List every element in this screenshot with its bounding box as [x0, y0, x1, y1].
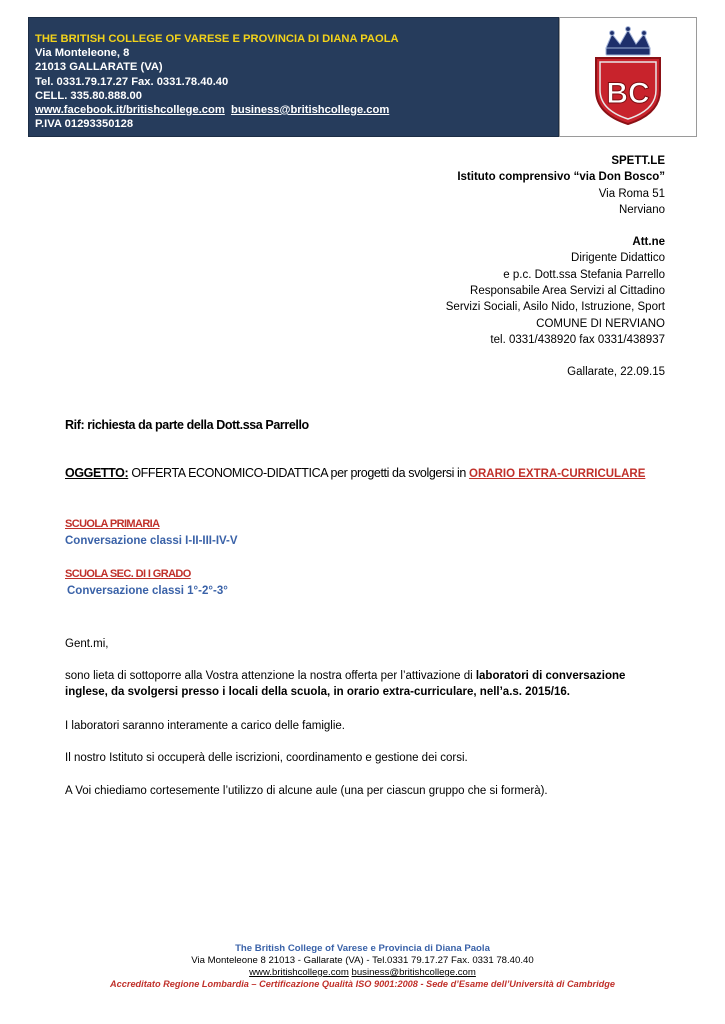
- footer-accreditation: Accreditato Regione Lombardia – Certificazione Qualità ISO 9001:2008 - Sede d’Esame dell’Università di Cambridge: [110, 979, 615, 989]
- section-detail-secondary: Conversazione classi 1°-2°-3°: [67, 585, 228, 597]
- recipient-city: Nerviano: [618, 203, 665, 216]
- cell-phone: CELL. 335.80.888.00: [35, 89, 142, 102]
- footer-address: Via Monteleone 8 21013 - Gallarate (VA) - Tel.0331 79.17.27 Fax. 0331 78.40.40: [191, 955, 534, 966]
- address-city: 21013 GALLARATE (VA): [35, 61, 163, 74]
- footer-college-name: The British College of Varese e Provincia di Diana Paola: [235, 943, 490, 954]
- body-paragraph-2: I laboratori saranno interamente a carico delle famiglie.: [65, 720, 345, 732]
- reference-line: Rif: richiesta da parte della Dott.ssa Parrello: [65, 418, 309, 432]
- recipient-street: Via Roma 51: [598, 187, 665, 200]
- attention-line: Responsabile Area Servizi al Cittadino: [470, 285, 665, 298]
- letterhead-text: [35, 32, 399, 131]
- vat-number: P.IVA 01293350128: [35, 118, 134, 131]
- section-title-secondary: SCUOLA SEC. DI I GRADO: [65, 568, 191, 580]
- logo-box: [559, 17, 697, 137]
- paragraph-bold: inglese, da svolgersi presso i locali della scuola, in orario extra-curriculare, nell’a.s. 2015/16.: [65, 686, 570, 699]
- address-street: Via Monteleone, 8: [35, 47, 130, 60]
- body-paragraph-3: Il nostro Istituto si occuperà delle iscrizioni, coordinamento e gestione dei corsi.: [65, 752, 468, 764]
- attention-label: Att.ne: [632, 236, 665, 249]
- college-name: THE BRITISH COLLEGE OF VARESE E PROVINCIA DI DIANA PAOLA: [35, 33, 399, 45]
- phone-fax: Tel. 0331.79.17.27 Fax. 0331.78.40.40: [35, 75, 229, 88]
- body-paragraph-1: [65, 668, 675, 701]
- facebook-link[interactable]: www.facebook.it/britishcollege.com: [35, 104, 225, 117]
- recipient-block: [305, 153, 665, 381]
- greeting: Gent.mi,: [65, 638, 109, 650]
- section-detail-primary: Conversazione classi I-II-III-IV-V: [65, 535, 238, 547]
- subject-text: OFFERTA ECONOMICO-DIDATTICA per progetti da svolgersi in: [128, 466, 470, 480]
- college-logo: [560, 18, 696, 136]
- letterhead-band: [28, 17, 559, 137]
- footer-email-link[interactable]: business@britishcollege.com: [351, 967, 476, 978]
- footer-web-link[interactable]: www.britishcollege.com: [249, 967, 349, 978]
- recipient-school: Istituto comprensivo “via Don Bosco”: [457, 171, 665, 184]
- paragraph-text: sono lieta di sottoporre alla Vostra attenzione la nostra offerta per l’attivazione di: [65, 670, 476, 682]
- attention-line: COMUNE DI NERVIANO: [536, 317, 665, 330]
- subject-label: OGGETTO:: [65, 466, 129, 480]
- subject-line: [65, 466, 645, 480]
- paragraph-bold: laboratori di conversazione: [475, 670, 626, 682]
- section-title-primary: SCUOLA PRIMARIA: [65, 518, 160, 530]
- attention-line: Servizi Sociali, Asilo Nido, Istruzione, Sport: [445, 301, 665, 314]
- svg-text:BC: BC: [606, 77, 650, 110]
- body-paragraph-4: A Voi chiediamo cortesemente l’utilizzo di alcune aule (una per ciascun gruppo che si formerà).: [65, 785, 548, 797]
- links-row: [35, 103, 399, 117]
- subject-highlight: ORARIO EXTRA-CURRICULARE: [469, 468, 646, 480]
- attention-line: tel. 0331/438920 fax 0331/438937: [490, 333, 665, 346]
- email-link[interactable]: business@britishcollege.com: [231, 104, 390, 117]
- attention-line: e p.c. Dott.ssa Stefania Parrello: [503, 268, 665, 281]
- attention-line: Dirigente Didattico: [571, 252, 665, 265]
- recipient-spett: SPETT.LE: [611, 155, 665, 167]
- crown-icon: [606, 27, 650, 55]
- letter-date: Gallarate, 22.09.15: [567, 366, 665, 379]
